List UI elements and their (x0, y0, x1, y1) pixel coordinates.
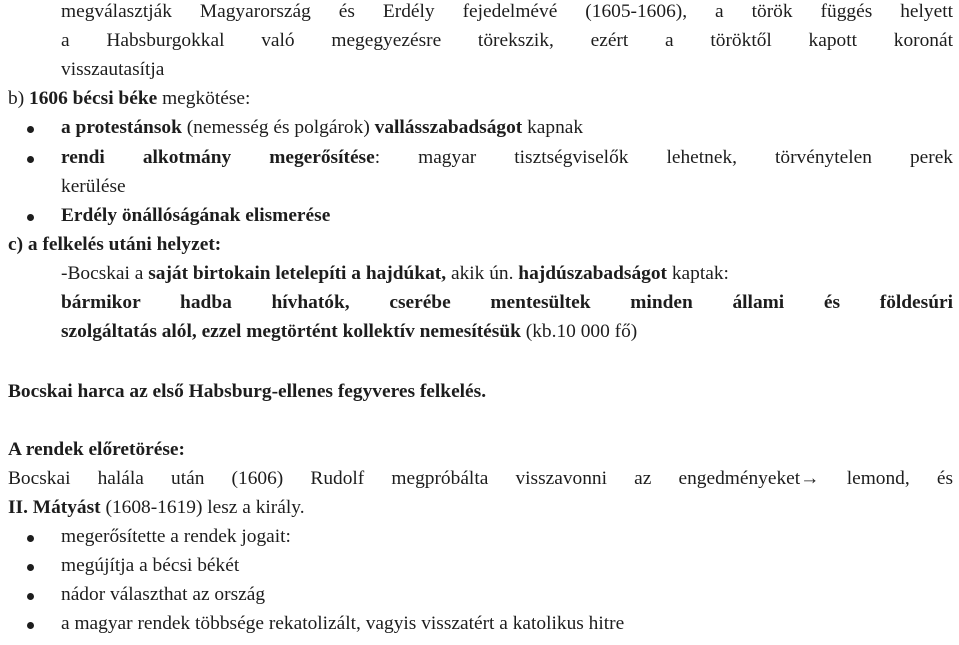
bullet-icon (27, 564, 34, 571)
list-item: nádor választhat az ország (61, 584, 266, 605)
section-heading-c (8, 233, 221, 257)
list-item-continuation: kerülése (61, 176, 126, 197)
text-span: (1608-1619) lesz a király. (100, 497, 305, 518)
bold-term: hajdúszabadságot (518, 263, 668, 284)
bold-term: rendi alkotmány megerősítése (61, 147, 375, 168)
text-line (61, 320, 637, 344)
bullet-icon (27, 214, 34, 221)
section-label: b) (8, 88, 30, 109)
text-span: megkötése: (157, 88, 251, 109)
list-item: megújítja a bécsi békét (61, 555, 240, 576)
section-heading-estates (8, 438, 185, 462)
bold-term: saját birtokain letelepíti a hajdúkat, (148, 263, 447, 284)
bullet-icon (27, 156, 34, 163)
list-item: a magyar rendek többsége rekatolizált, vagyis visszatért a katolikus hitre (61, 613, 625, 634)
text-line (8, 496, 305, 520)
bold-term: c) a felkelés utáni helyzet: (8, 234, 222, 255)
text-span: : magyar tisztségviselők lehetnek, törvénytelen perek (374, 147, 954, 168)
bullet-icon (27, 535, 34, 542)
bold-term: Erdély önállóságának elismerése (61, 205, 331, 226)
section-heading-b (8, 87, 250, 111)
text-span: akik ún. (446, 263, 519, 284)
summary-line (8, 380, 486, 404)
text-line: megválasztják Magyarország és Erdély fejedelmévé (1605-1606), a török függés helyett (61, 1, 953, 22)
bullet-icon (27, 593, 34, 600)
list-item (61, 204, 330, 228)
text-line: visszautasítja (61, 59, 165, 80)
bold-term: szolgáltatás alól, ezzel megtörtént kollektív nemesítésük (61, 321, 521, 342)
bold-term: a protestánsok (61, 117, 182, 138)
text-span: -Bocskai a (61, 263, 149, 284)
bold-term: II. Mátyást (8, 497, 101, 518)
bullet-icon (27, 622, 34, 629)
bold-term: vallásszabadságot (374, 117, 523, 138)
text-span: (kb.10 000 fő) (520, 321, 638, 342)
text-line: Bocskai halála után (1606) Rudolf megpróbálta visszavonni az engedményeket→ lemond, és (8, 468, 953, 489)
text-span: kapnak (522, 117, 584, 138)
bullet-icon (27, 126, 34, 133)
list-item (61, 116, 583, 140)
bold-term: Bocskai harca az első Habsburg-ellenes fegyveres felkelés. (8, 381, 487, 402)
list-item: megerősítette a rendek jogait: (61, 526, 291, 547)
text-line (61, 291, 953, 315)
text-line: a Habsburgokkal való megegyezésre törekszik, ezért a töröktől kapott koronát (61, 30, 953, 51)
text-span: kaptak: (667, 263, 729, 284)
bold-term: A rendek előretörése: (8, 439, 185, 460)
text-line (61, 262, 729, 286)
text-span: (nemesség és polgárok) (181, 117, 375, 138)
bold-term: 1606 bécsi béke (29, 88, 158, 109)
list-item (61, 146, 953, 170)
bold-term: bármikor hadba hívhatók, cserébe mentesültek minden állami és földesúri (61, 292, 953, 313)
